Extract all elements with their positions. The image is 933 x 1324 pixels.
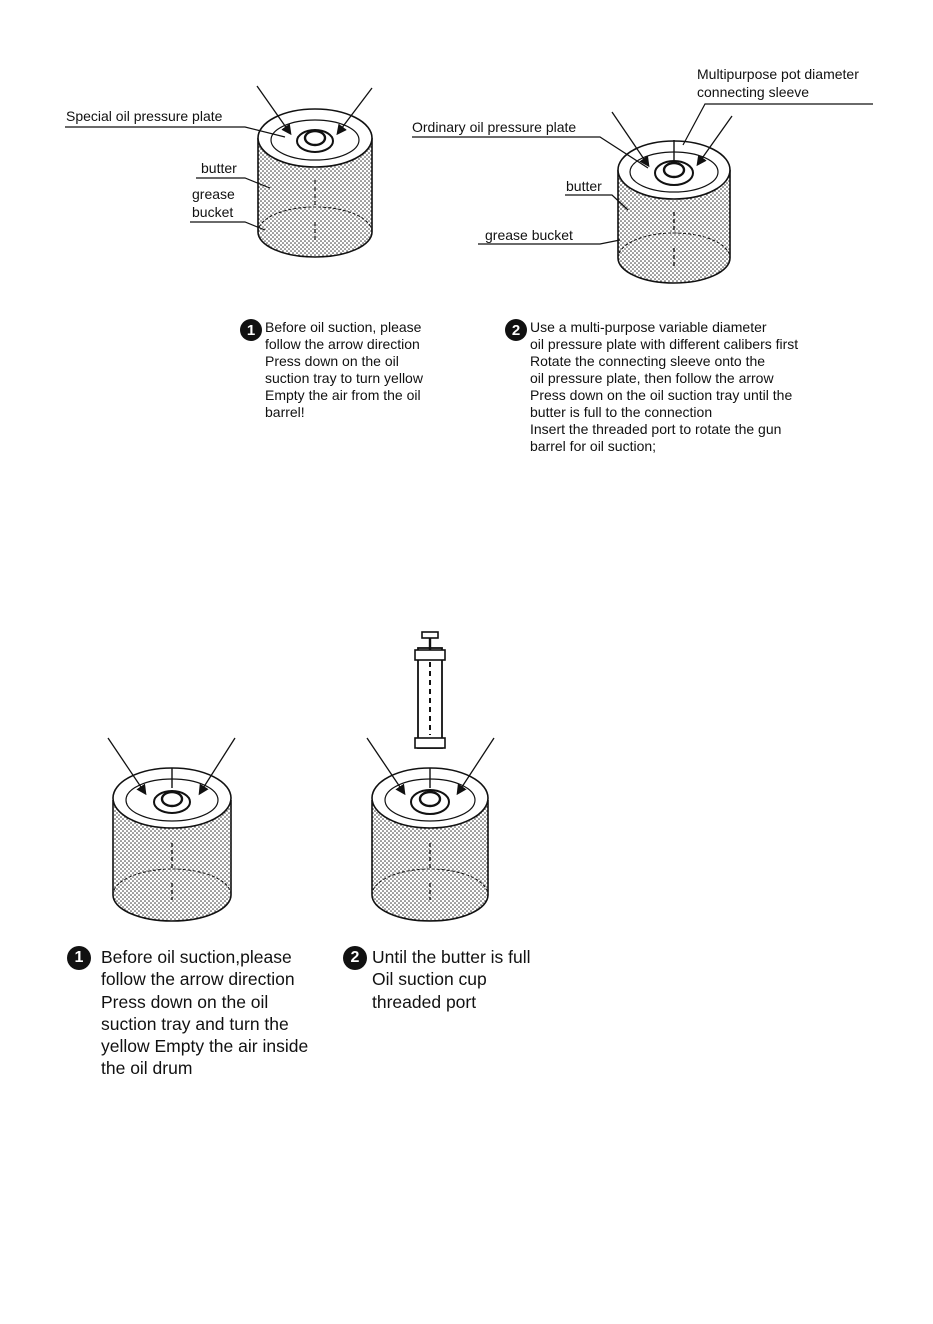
top-step-1-instructions (265, 319, 423, 421)
label-bucket: bucket (192, 204, 234, 220)
label-butter: butter (201, 160, 237, 176)
grease-bucket-ordinary-plate (618, 140, 730, 283)
top-step-1-line: Before oil suction, please (265, 319, 422, 335)
bottom-step-2-line: Until the butter is full (372, 947, 531, 967)
top-step-2-line: barrel for oil suction; (530, 438, 657, 454)
top-step-2-line: oil pressure plate, then follow the arrow (530, 370, 774, 386)
bottom-step-2-line: threaded port (372, 991, 477, 1012)
step-2-number-badge: 2 (505, 319, 527, 341)
top-step-2-line: Press down on the oil suction tray until the (530, 387, 793, 403)
bottom-step-2-instructions (372, 946, 531, 1013)
bottom-step-2-line: Oil suction cup (372, 969, 487, 990)
label-multipurpose-sleeve-line2: connecting sleeve (697, 84, 810, 100)
top-step-1-line: Empty the air from the oil (265, 387, 421, 403)
label-butter-right: butter (566, 178, 602, 194)
label-grease: grease (192, 186, 235, 202)
top-step-2-line: Rotate the connecting sleeve onto the (530, 353, 766, 369)
grease-gun-barrel (415, 632, 445, 748)
top-step-1-line: Press down on the oil (265, 353, 399, 369)
bottom-step-1-line: Press down on the oil (101, 991, 269, 1012)
bottom-step-1-line: Before oil suction,please (101, 947, 292, 967)
grease-bucket-bottom-right (372, 768, 488, 921)
bottom-step-1-line: the oil drum (101, 1058, 193, 1079)
grease-bucket-bottom-left (113, 768, 231, 921)
bottom-step-2-number-badge: 2 (343, 946, 367, 970)
label-multipurpose-sleeve-line1: Multipurpose pot diameter (697, 66, 859, 82)
top-step-1-line: suction tray to turn yellow (265, 370, 423, 386)
top-step-1-line: follow the arrow direction (265, 336, 420, 352)
label-ordinary-oil-pressure-plate: Ordinary oil pressure plate (412, 119, 577, 135)
bottom-step-1-line: suction tray and turn the (101, 1013, 289, 1034)
top-step-2-line: Insert the threaded port to rotate the gun (530, 421, 782, 437)
step-1-number-badge: 1 (240, 319, 262, 341)
top-step-2-line: Use a multi-purpose variable diameter (530, 319, 767, 335)
bottom-step-1-line: yellow Empty the air inside (101, 1036, 309, 1057)
bottom-step-1-line: follow the arrow direction (101, 969, 295, 990)
label-grease-bucket: grease bucket (485, 227, 573, 243)
bottom-step-1-instructions (101, 946, 308, 1080)
grease-bucket-special-plate (258, 109, 372, 257)
leader-lines (65, 127, 285, 230)
bottom-step-1-number-badge: 1 (67, 946, 91, 970)
top-step-2-line: butter is full to the connection (530, 404, 713, 420)
top-step-1-line: barrel! (265, 404, 305, 420)
label-special-oil-pressure-plate: Special oil pressure plate (66, 108, 223, 124)
top-step-2-instructions (530, 319, 798, 455)
top-step-2-line: oil pressure plate with different calibers first (530, 336, 799, 352)
